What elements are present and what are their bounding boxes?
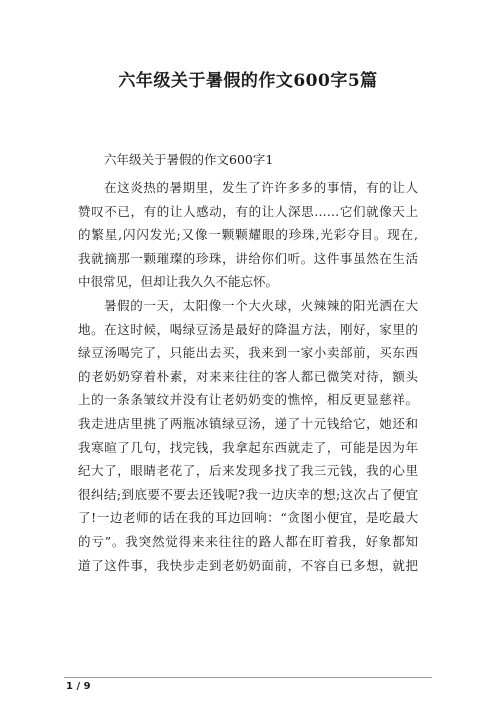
text-line: 暑假的一天，太阳像一个大火球，火辣辣的阳光洒在大: [104, 297, 418, 313]
text-line: 的亏”。我突然觉得来来往往的路人都在盯着我，好象都知: [78, 533, 418, 549]
page-indicator: 1 / 9: [66, 681, 91, 692]
section-heading: 六年级关于暑假的作文600字1: [104, 152, 274, 167]
document-body: [78, 176, 418, 577]
text-line: 纪大了，眼睛老花了，后来发现多找了我三元钱，我的心里: [78, 463, 418, 479]
text-line: 在这炎热的暑期里，发生了许许多多的事情，有的让人: [104, 180, 418, 195]
text-line: 地。在这时候，喝绿豆汤是最好的降温方法，刚好，家里的: [78, 321, 418, 337]
text-line: 绿豆汤喝完了，只能出去买，我来到一家小卖部前，买东西: [78, 345, 418, 361]
text-line: 我走进店里挑了两瓶冰镇绿豆汤，递了十元钱给它，她还和: [78, 415, 418, 431]
text-line: 的老奶奶穿着朴素，对来来往往的客人都已微笑对待，额头: [78, 368, 418, 384]
text-line: 我就摘那一颗璀璨的珍珠，讲给你们听。这件事虽然在生活: [78, 250, 418, 266]
text-line: 我寒暄了几句，找完钱，我拿起东西就走了，可能是因为年: [78, 439, 418, 455]
document-title: 六年级关于暑假的作文600字5篇: [118, 71, 378, 91]
text-line: 赞叹不已，有的让人感动，有的让人深思……它们就像天上: [78, 203, 418, 219]
text-line: 上的一条条皱纹并没有让老奶奶变的憔悴，相反更显慈祥。: [78, 392, 418, 408]
footer-divider: [64, 677, 432, 678]
text-line: 了!一边老师的话在我的耳边回响：“贪图小便宜，是吃最大: [78, 510, 418, 526]
text-line: 的繁星,闪闪发光;又像一颗颗耀眼的珍珠,光彩夺目。现在,: [78, 227, 418, 243]
text-line: 道了这件事，我快步走到老奶奶面前，不容自已多想，就把: [78, 557, 418, 573]
text-line: 中很常见，但却让我久久不能忘怀。: [78, 274, 279, 290]
text-line: 很纠结;到底要不要去还钱呢?我一边庆幸的想;这次占了便宜: [78, 486, 418, 502]
